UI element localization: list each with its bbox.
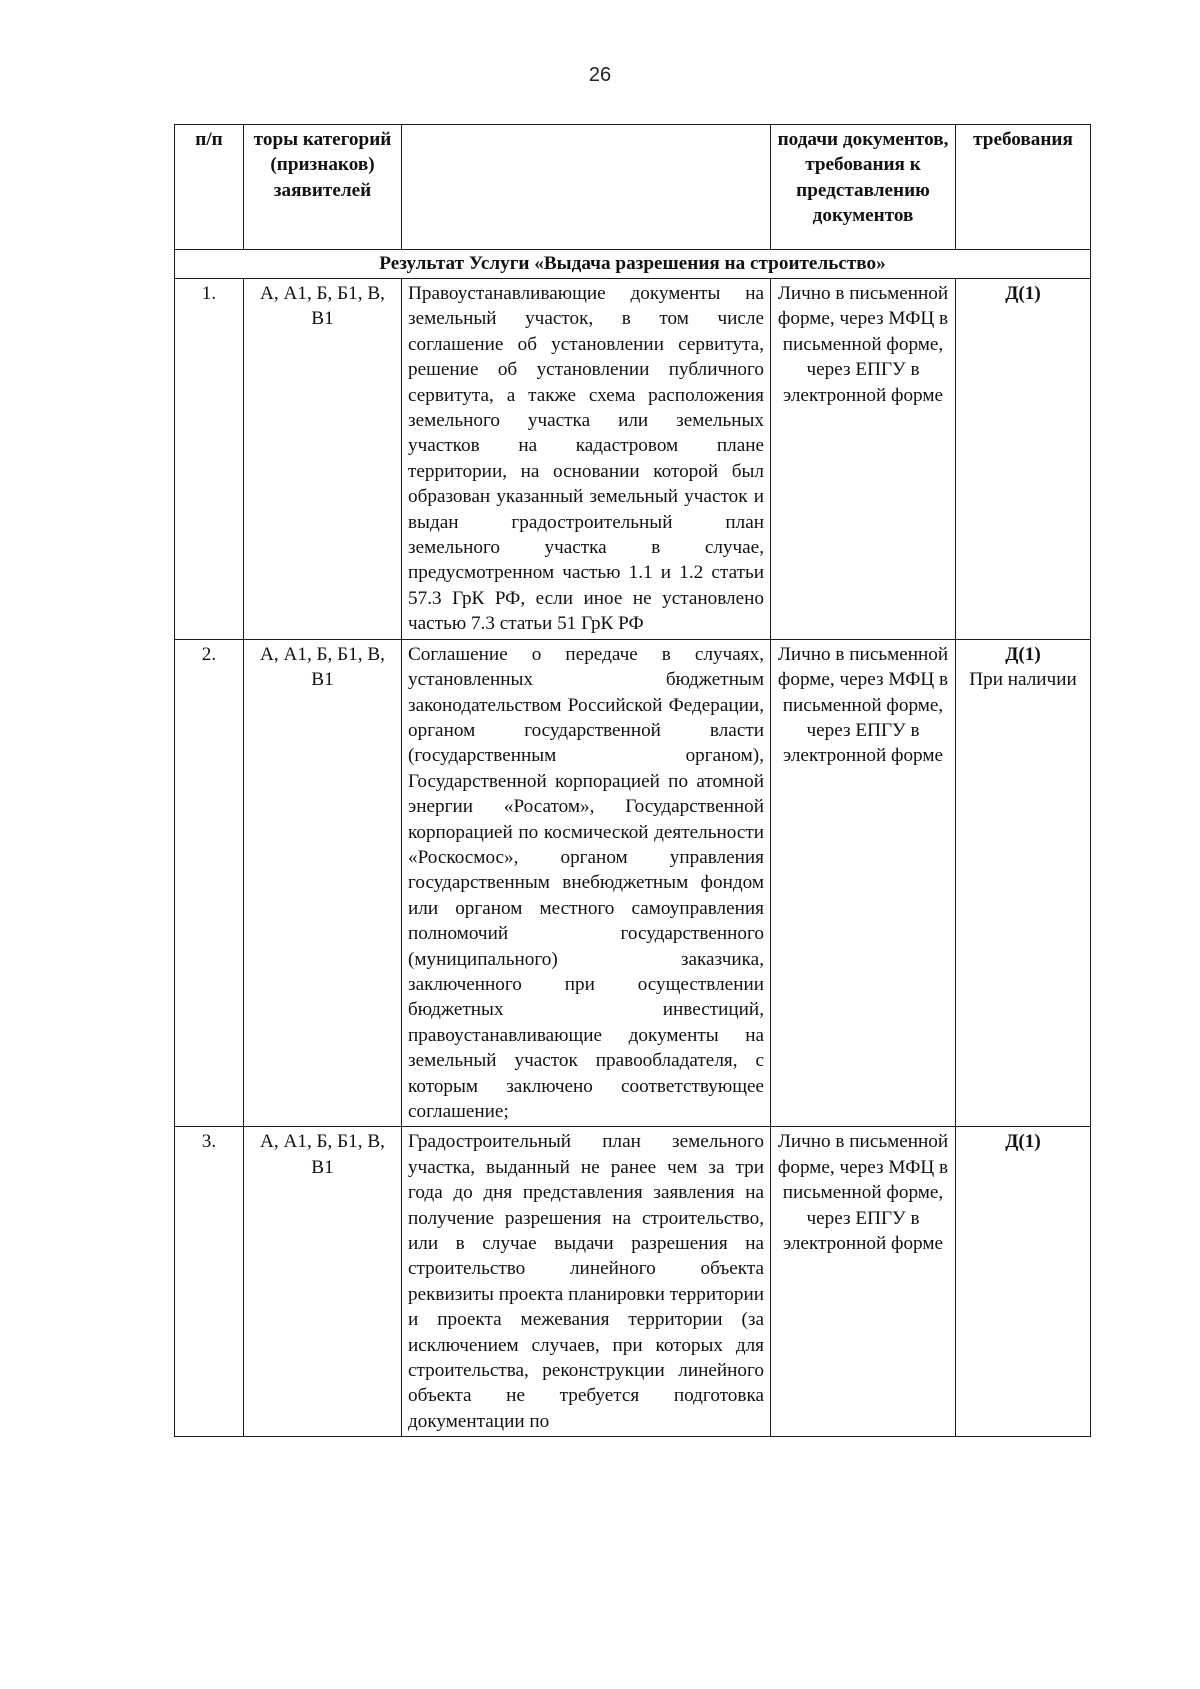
row-flag-cell xyxy=(956,639,1091,1127)
table-row xyxy=(175,279,1091,640)
row-number: 1. xyxy=(175,279,244,640)
row-flag: Д(1) xyxy=(1005,643,1041,665)
row-flag: Д(1) xyxy=(1005,283,1041,304)
row-document: Градостроительный план земельного участка, выданный не ранее чем за три года до дня представления заявления на получение разрешения на строительство, или в случае выдачи разрешения на строительство линейного объекта реквизиты проекта планировки территории и проекта межевания территории (за исключением случаев, при которых для строительства, реконструкции линейного объекта не требуется подготовка документации по xyxy=(402,1127,771,1437)
row-flag-cell xyxy=(956,1127,1091,1437)
row-number: 2. xyxy=(175,639,244,1127)
row-categories: А, А1, Б, Б1, В, В1 xyxy=(244,1127,402,1437)
row-document: Соглашение о передаче в случаях, установленных бюджетным законодательством Российской Федерации, органом государственной власти (государственным органом), Государственной корпорацией по атомной энергии «Росатом», Государственной корпорацией по космической деятельности «Роскосмос», органом управления государственным внебюджетным фондом или органом местного самоуправления полномочий государственного (муниципального) заказчика, заключенного при осуществлении бюджетных инвестиций, правоустанавливающие документы на земельный участок правообладателя, с которым заключено соответствующее соглашение; xyxy=(402,639,771,1127)
table-row xyxy=(175,1127,1091,1437)
header-col-documents xyxy=(402,125,771,250)
row-submission: Лично в письменной форме, через МФЦ в письменной форме, через ЕПГУ в электронной форме xyxy=(771,1127,956,1437)
section-row xyxy=(175,250,1091,279)
header-col-categories: торы категорий (признаков) заявителей xyxy=(244,125,402,250)
row-flag-cell xyxy=(956,279,1091,640)
header-col-number: п/п xyxy=(175,125,244,250)
row-document: Правоустанавливающие документы на земельный участок, в том числе соглашение об установлении сервитута, решение об установлении публичного сервитута, а также схема расположения земельного участка или земельных участков на кадастровом плане территории, на основании которой был образован указанный земельный участок и выдан градостроительный план земельного участка в случае, предусмотренном частью 1.1 и 1.2 статьи 57.3 ГрК РФ, если иное не установлено частью 7.3 статьи 51 ГрК РФ xyxy=(402,279,771,640)
row-number: 3. xyxy=(175,1127,244,1437)
header-col-requirement: требования xyxy=(956,125,1091,250)
row-submission: Лично в письменной форме, через МФЦ в письменной форме, через ЕПГУ в электронной форме xyxy=(771,639,956,1127)
row-submission: Лично в письменной форме, через МФЦ в письменной форме, через ЕПГУ в электронной форме xyxy=(771,279,956,640)
requirements-table xyxy=(174,124,1091,1437)
header-col-submission: подачи документов, требования к представлению документов xyxy=(771,125,956,250)
row-note: При наличии xyxy=(969,669,1077,691)
table-header-row xyxy=(175,125,1091,250)
row-flag: Д(1) xyxy=(1005,1131,1041,1153)
section-title: Результат Услуги «Выдача разрешения на строительство» xyxy=(175,250,1091,279)
row-categories: А, А1, Б, Б1, В, В1 xyxy=(244,639,402,1127)
row-categories: А, А1, Б, Б1, В, В1 xyxy=(244,279,402,640)
table-row xyxy=(175,639,1091,1127)
page-number: 26 xyxy=(588,64,612,86)
